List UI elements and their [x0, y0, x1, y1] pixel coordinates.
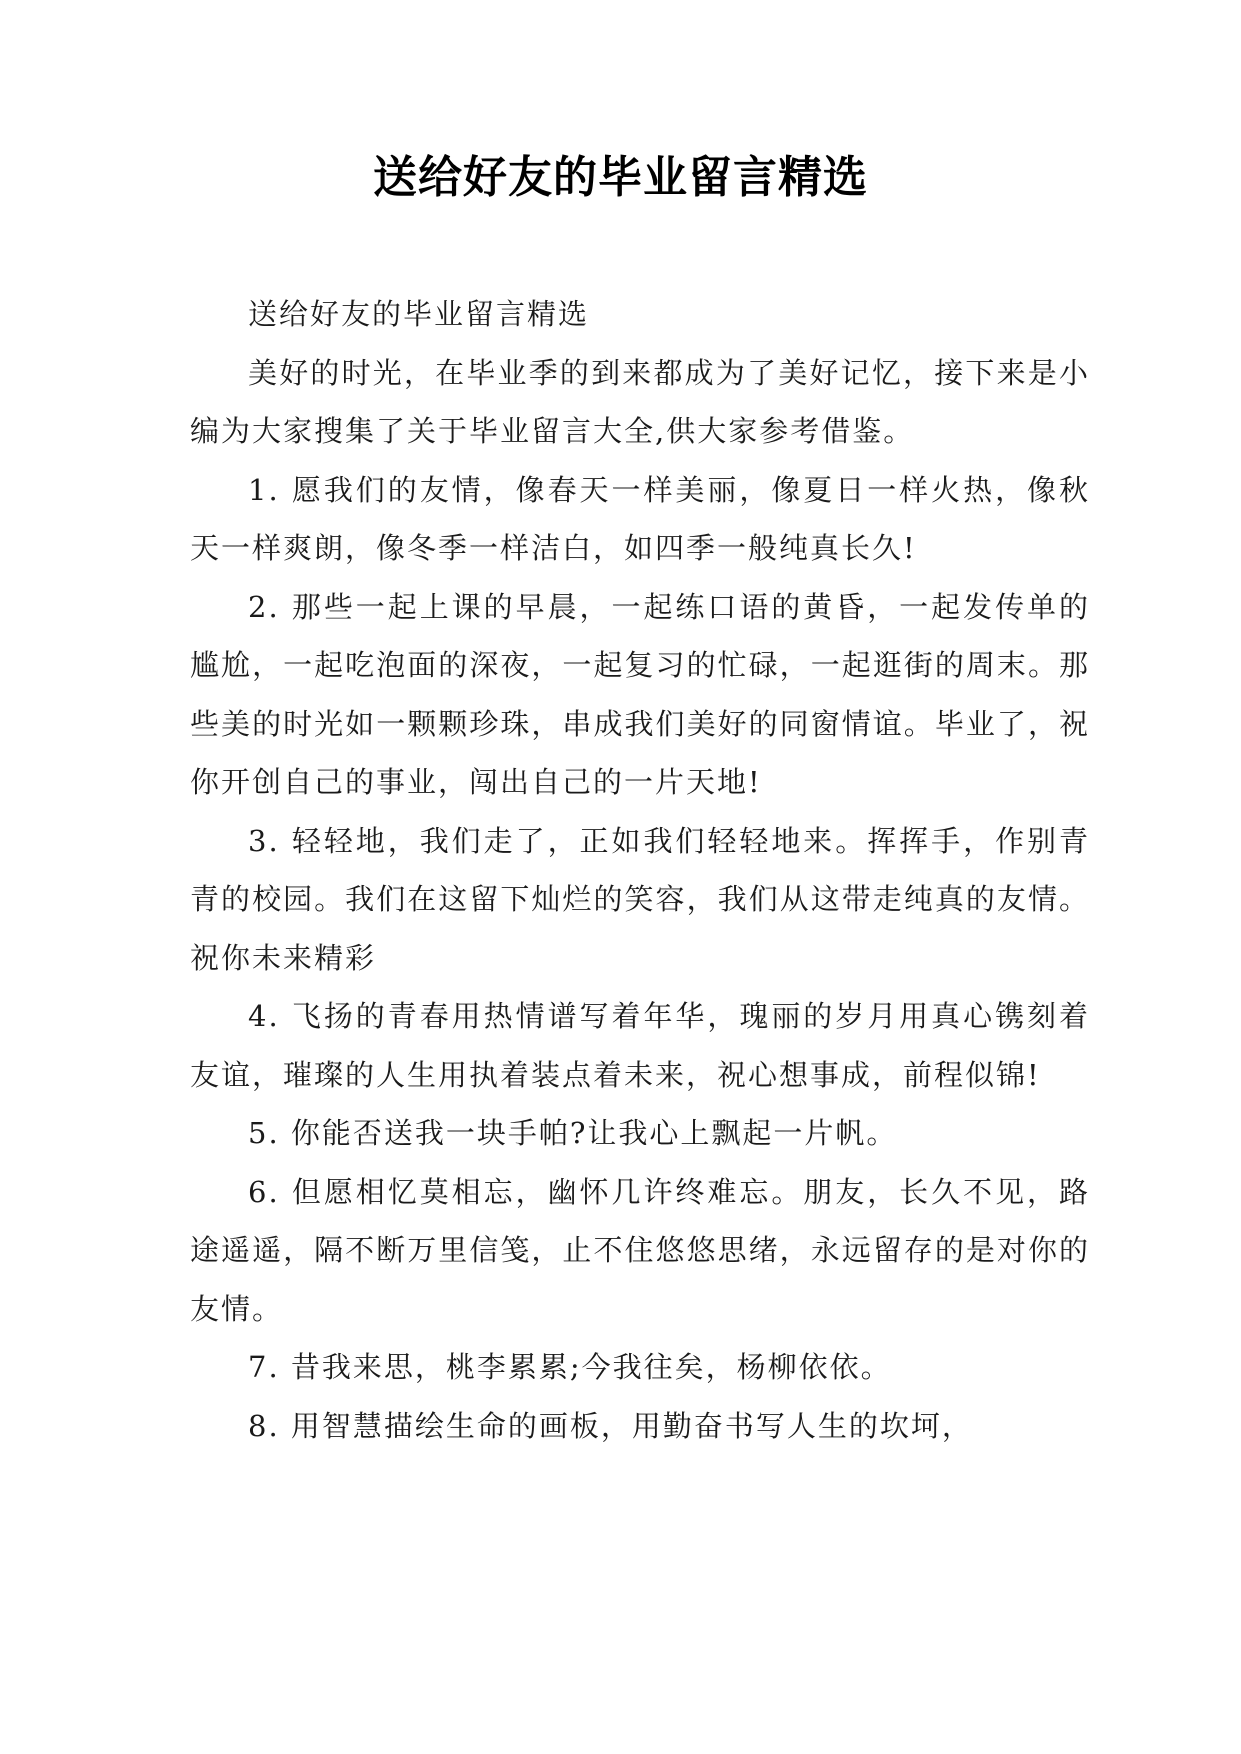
paragraph-intro: 美好的时光，在毕业季的到来都成为了美好记忆，接下来是小编为大家搜集了关于毕业留言大全,供大家参考借鉴。: [190, 355, 1090, 448]
paragraph-item-5: 5. 你能否送我一块手帕?让我心上飘起一片帆。: [248, 1116, 898, 1150]
paragraph-item-6: 6. 但愿相忆莫相忘，幽怀几许终难忘。朋友，长久不见，路途遥遥，隔不断万里信笺，止不住悠悠思绪，永远留存的是对你的友情。: [190, 1174, 1090, 1326]
document-title: 送给好友的毕业留言精选: [373, 152, 868, 203]
paragraph-item-2: 2. 那些一起上课的早晨，一起练口语的黄昏，一起发传单的尴尬，一起吃泡面的深夜，一起复习的忙碌，一起逛街的周末。那些美的时光如一颗颗珍珠，串成我们美好的同窗情谊。毕业了，祝你开创自己的事业，闯出自己的一片天地!: [190, 589, 1090, 799]
paragraph-item-1: 1. 愿我们的友情，像春天一样美丽，像夏日一样火热，像秋天一样爽朗，像冬季一样洁白，如四季一般纯真长久!: [190, 472, 1090, 565]
paragraph-item-7: 7. 昔我来思，桃李累累;今我往矣，杨柳依依。: [248, 1350, 892, 1384]
document-body: [190, 285, 1090, 1455]
paragraph-item-8: 8. 用智慧描绘生命的画板，用勤奋书写人生的坎坷，: [248, 1408, 973, 1443]
paragraph-item-4: 4. 飞扬的青春用热情谱写着年华，瑰丽的岁月用真心镌刻着友谊，璀璨的人生用执着装点着未来，祝心想事成，前程似锦!: [190, 999, 1090, 1092]
paragraph-item-3: 3. 轻轻地，我们走了，正如我们轻轻地来。挥挥手，作别青青的校园。我们在这留下灿烂的笑容，我们从这带走纯真的友情。祝你未来精彩: [190, 823, 1090, 975]
paragraph-subtitle: 送给好友的毕业留言精选: [248, 297, 590, 331]
